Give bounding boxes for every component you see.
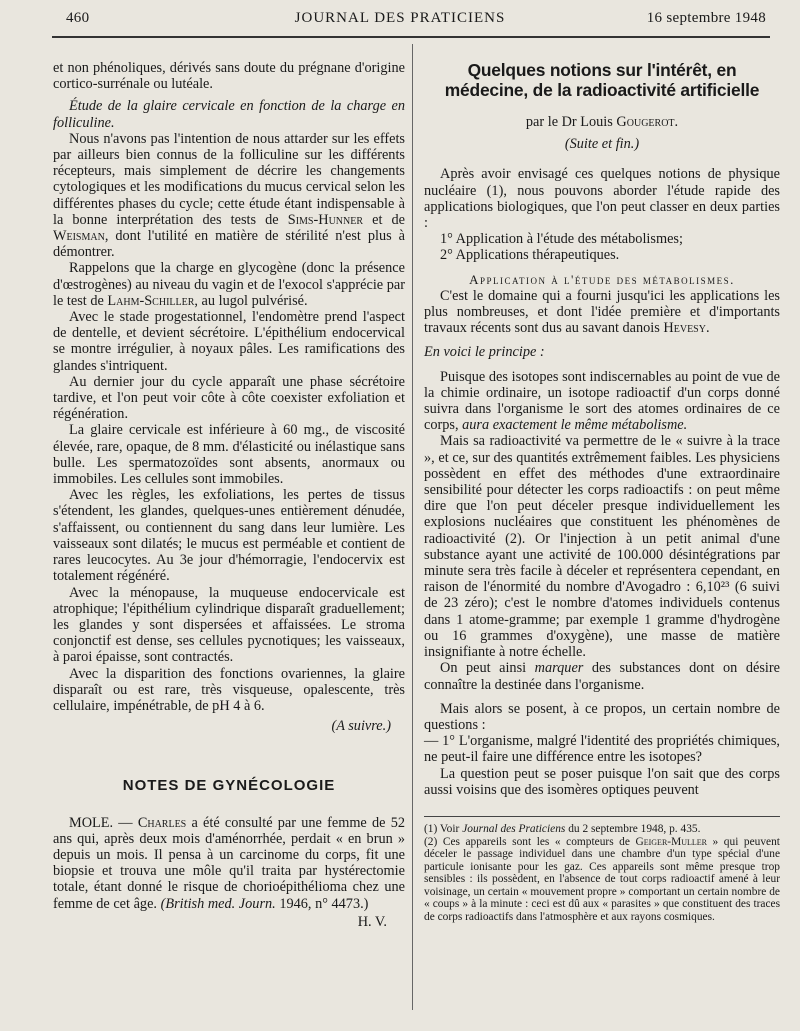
left-column — [53, 60, 405, 930]
mole-note: MOLE. — Charles a été consulté par une femme de 52 ans qui, après deux mois d'aménorrhée, perdait « en brun » depuis un mois. Il pensa à un carcinome du corps, fit une biopsie et trouva une môle qu'il traita par hystérectomie totale, étant donné le risque de chorioépithélioma chez une femme de cet âge. (British med. Journ. 1946, n° 4473.) — [53, 814, 405, 912]
paragraph: Avec la ménopause, la muqueuse endocervicale est atrophique; l'épithélium cylindrique disparaît graduellement; les glandes y sont dispersées et affaissées. Le stroma conjonctif est dense, ses cellules pycnotiques; les vaisseaux, à paroi épaisse, sont contractés. — [53, 584, 405, 666]
article-title: Quelques notions sur l'intérêt, en médecine, de la radioactivité artificielle — [444, 60, 760, 100]
footnote-rule — [424, 816, 780, 817]
subsection-heading: Application à l'étude des métabolismes. — [469, 271, 735, 287]
paragraph: Au dernier jour du cycle apparaît une phase sécrétoire tardive, et l'on peut voir côte à côte coexister exfoliation et régénération. — [53, 373, 405, 423]
paragraph: Après avoir envisagé ces quelques notions de physique nucléaire (1), nous pouvons aborder l'étude rapide des applications biologiques, que l'on peut classer en deux parties : — [424, 166, 780, 232]
paragraph: On peut ainsi marquer des substances dont on désire connaître la destinée dans l'organisme. — [424, 660, 780, 693]
list-item: 1° Application à l'étude des métabolismes; — [440, 231, 683, 248]
issue-date: 16 septembre 1948 — [646, 10, 766, 26]
footnote-1: (1) Voir Journal des Praticiens du 2 septembre 1948, p. 435. — [424, 822, 701, 835]
paragraph: Nous n'avons pas l'intention de nous attarder sur les effets par ailleurs bien connus de la folliculine sur les différents récepteurs, mais simplement de décrire les changements cytologiques et les modifications du mucus cervical selon les différentes phases du cycle; cette étude étant indispensable à la bonne interprétation des tests de Sims-Hunner et de Weisman, dont l'utilité en matière de stérilité n'est plus à démontrer. — [53, 130, 406, 261]
paragraph: La glaire cervicale est inférieure à 60 mg., de viscosité élevée, rare, opaque, de 8 mm. d'élasticité ou inélastique sans bulle. Les spermatozoïdes sont absents, anormaux ou immobiles. Les cellules sont immobiles. — [53, 422, 405, 488]
author-initials: H. V. — [357, 913, 387, 930]
to-be-continued: (A suivre.) — [331, 718, 391, 735]
header-rule — [52, 36, 770, 38]
section-title: NOTES DE GYNÉCOLOGIE — [122, 777, 336, 795]
paragraph: Avec les règles, les exfoliations, les pertes de tissus s'étendent, les glandes, quelques-unes entièrement dénudée, s'affaissent, ou contiennent du sang dans leur lumière. Les vaisseaux sont dilatés; le mucus est perméable et contient de rares leucocytes. Au 3e jour d'hémorragie, l'endocervix est totalement régénéré. — [53, 487, 405, 585]
paragraph: Mais sa radioactivité va permettre de le « suivre à la trace », et ce, sur des quantités extrêmement faibles. Les physiciens possèdent en effet des méthodes d'une extraordinaire sensibilité pour détecter les corps radioactifs : on peut même dire que l'on peut déceler presque individuellement les explosions nucléaires que constituent les phénomènes de radioactivité (2). Or l'injection à un petit animal d'une substance ayant une activité de 100.000 désintégrations par minute sera très facile à déceler et représentera cependant, en raison de l'énormité du nombre d'Avogadro : 6,10²³ (6 suivi de 23 zéro); c'est le nombre d'atomes individuels contenus dans 1 atome-gramme; par exemple 1 gramme d'hydrogène ou 16 grammes d'oxygène), une masse de matière insignifiante à notre échelle. — [424, 433, 780, 661]
paragraph: Puisque des isotopes sont indiscernables au point de vue de la chimie ordinaire, un isotope radioactif d'un corps donné suivra dans l'organisme le sort des atomes ordinaires de ce corps, aura exactement le même métabolisme. — [424, 368, 780, 434]
paragraph: Mais alors se posent, à ce propos, un certain nombre de questions : — [424, 700, 780, 733]
page-number: 460 — [66, 10, 90, 26]
paragraph: Avec la disparition des fonctions ovariennes, la glaire disparaît ou est rare, très visqueuse, opalescente, très cellulaire, impénétrable, de pH 4 à 6. — [53, 665, 405, 714]
continued-note: (Suite et fin.) — [564, 136, 640, 153]
paragraph: C'est le domaine qui a fourni jusqu'ici les applications les plus nombreuses, et dont l'idée première et d'importants travaux récents sont dus au savant danois Hevesy. — [424, 287, 780, 337]
right-column — [424, 60, 780, 924]
section-subtitle: Étude de la glaire cervicale en fonction de la charge en folliculine. — [53, 98, 405, 131]
principle-heading: En voici le principe : — [424, 344, 545, 361]
byline: par le Dr Louis Gougerot. — [525, 114, 679, 130]
paragraph: et non phénoliques, dérivés sans doute du prégnane d'origine cortico-surrénale ou lutéale. — [53, 60, 405, 93]
list-item: 2° Applications thérapeutiques. — [440, 247, 620, 264]
question: — 1° L'organisme, malgré l'identité des propriétés chimiques, ne peut-il faire une différence entre les isotopes? — [424, 733, 780, 766]
paragraph: Avec le stade progestationnel, l'endomètre prend l'aspect de dentelle, et devient sécrétoire. L'épithélium endocervical se montre irrégulier, à noyaux pâles. Les ramifications des glandes s'intriquent. — [53, 309, 405, 374]
journal-title: JOURNAL DES PRATICIENS — [294, 10, 506, 26]
paragraph: Rappelons que la charge en glycogène (donc la présence d'œstrogènes) au niveau du vagin et de l'exocol s'apprécie par le test de Lahm-Schiller, au lugol pulvérisé. — [53, 260, 405, 309]
footnote-2: (2) Ces appareils sont les « compteurs de Geiger-Muller » qui peuvent déceler le passage individuel dans une chambre d'un type spécial d'une particule ionisante pour les gaz. Ces appareils sont même presque trop sensibles : ils possèdent, en l'absence de tout corps radioactif amené à leur voisinage, un certain « mouvement propre » comportant un certain nombre de « coups » à la minute : ceci est dû aux « parasites » que constituent des traces de corps radioactifs dans l'atmosphère et aux rayons cosmiques. — [424, 835, 780, 924]
page-header — [0, 10, 800, 34]
column-divider — [412, 44, 413, 1010]
paragraph: La question peut se poser puisque l'on sait que des corps aussi voisins que des isomères optiques peuvent — [424, 765, 780, 798]
